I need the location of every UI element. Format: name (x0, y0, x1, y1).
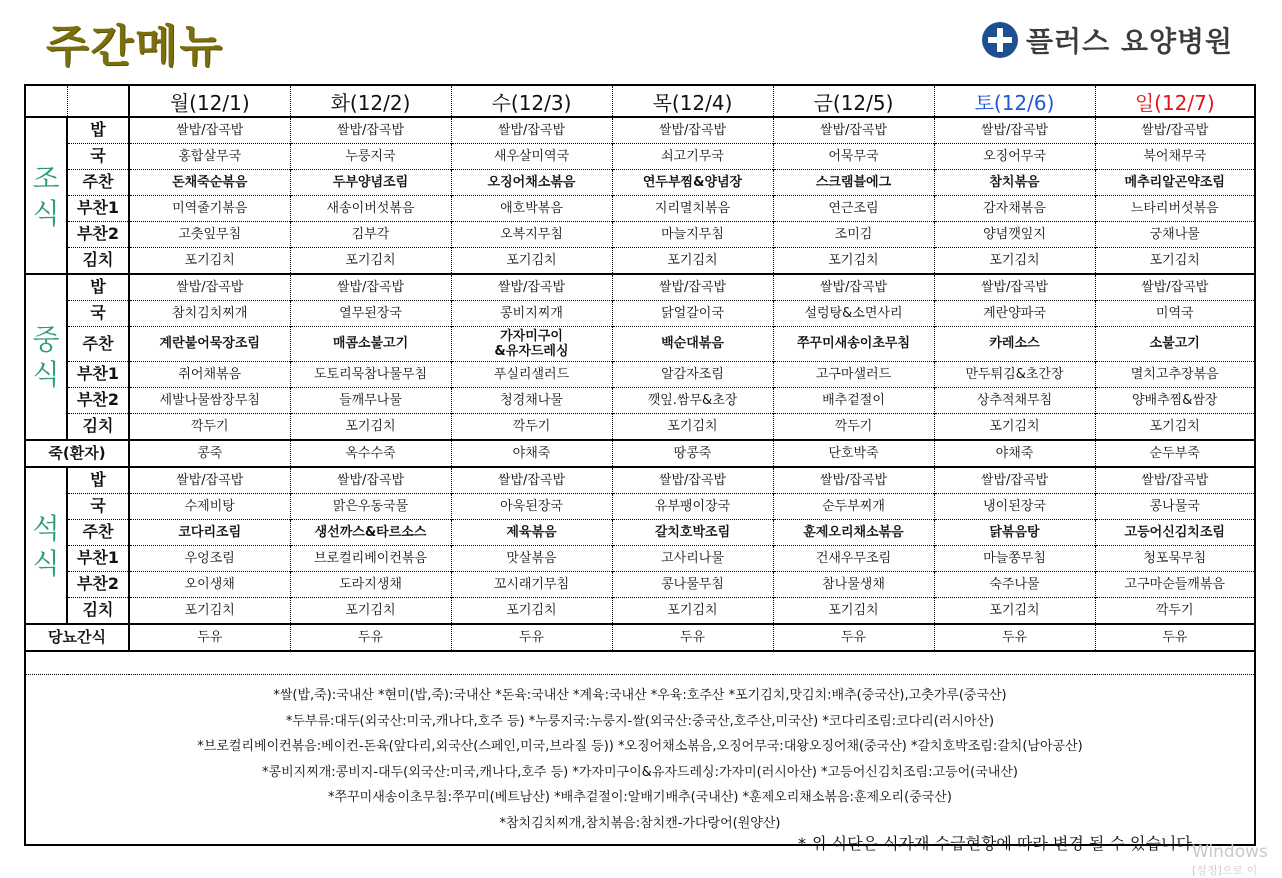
lunch-label (25, 274, 67, 440)
breakfast-row (25, 222, 1255, 248)
menu-cell: 고등어신김치조림 (1095, 520, 1255, 546)
day-header: 목(12/4) (612, 85, 773, 117)
menu-cell: 순두부죽 (1095, 440, 1255, 467)
menu-cell: 꼬시래기무침 (451, 572, 612, 598)
menu-cell: 쌀밥/잡곡밥 (129, 274, 290, 301)
day-header: 월(12/1) (129, 85, 290, 117)
menu-cell: 유부팽이장국 (612, 494, 773, 520)
menu-cell: 조미김 (773, 222, 934, 248)
menu-cell: 돈채죽순볶음 (129, 170, 290, 196)
menu-cell: 쌀밥/잡곡밥 (290, 467, 451, 494)
lunch-row (25, 274, 1255, 301)
menu-cell: 포기김치 (773, 598, 934, 625)
menu-cell: 오징어무국 (934, 144, 1095, 170)
porridge-row (25, 440, 1255, 467)
menu-cell: 고구마순들깨볶음 (1095, 572, 1255, 598)
menu-cell: 생선까스&타르소스 (290, 520, 451, 546)
category-label: 김치 (67, 414, 129, 441)
menu-cell: 쌀밥/잡곡밥 (934, 274, 1095, 301)
menu-cell: 포기김치 (934, 598, 1095, 625)
menu-cell: 쌀밥/잡곡밥 (451, 467, 612, 494)
menu-cell: 두유 (612, 624, 773, 651)
porridge-label: 죽(환자) (25, 440, 129, 467)
dinner-row (25, 546, 1255, 572)
menu-cell: 고구마샐러드 (773, 362, 934, 388)
dinner-row (25, 520, 1255, 546)
menu-cell: 세발나물쌈장무침 (129, 388, 290, 414)
lunch-row (25, 362, 1255, 388)
category-label: 부찬2 (67, 388, 129, 414)
menu-cell: 옥수수죽 (290, 440, 451, 467)
snack-row (25, 624, 1255, 651)
origin-note-line: *쌀(밥,죽):국내산 *현미(밥,죽):국내산 *돈육:국내산 *계육:국내산 *우육:호주산 *포기김치,맛김치:배추(중국산),고춧가루(중국산) (273, 688, 1007, 703)
menu-cell: 단호박죽 (773, 440, 934, 467)
menu-cell: 깍두기 (451, 414, 612, 441)
menu-body (25, 117, 1255, 845)
lunch-label-bottom: 식 (32, 358, 60, 391)
menu-cell: 포기김치 (451, 598, 612, 625)
menu-cell: 참나물생채 (773, 572, 934, 598)
menu-cell: 청경채나물 (451, 388, 612, 414)
hospital-name: 플러스 요양병원 (1026, 25, 1234, 58)
category-label: 밥 (67, 467, 129, 494)
day-header-sunday: 일(12/7) (1095, 85, 1255, 117)
menu-cell: 양배추찜&쌈장 (1095, 388, 1255, 414)
menu-cell: 참치볶음 (934, 170, 1095, 196)
breakfast-row (25, 170, 1255, 196)
menu-cell: 쌀밥/잡곡밥 (773, 117, 934, 144)
menu-cell: 훈제오리채소볶음 (773, 520, 934, 546)
menu-cell: 참치김치찌개 (129, 301, 290, 327)
menu-cell: 도라지생채 (290, 572, 451, 598)
menu-cell: 푸실리샐러드 (451, 362, 612, 388)
menu-cell: 양념깻잎지 (934, 222, 1095, 248)
menu-cell: 열무된장국 (290, 301, 451, 327)
day-header: 화(12/2) (290, 85, 451, 117)
menu-cell: 콩죽 (129, 440, 290, 467)
menu-cell: 연두부찜&양념장 (612, 170, 773, 196)
spacer-row (25, 651, 1255, 675)
menu-cell: 쌀밥/잡곡밥 (290, 117, 451, 144)
menu-cell: 쌀밥/잡곡밥 (773, 274, 934, 301)
menu-cell: 브로컬리베이컨볶음 (290, 546, 451, 572)
menu-cell: 북어채무국 (1095, 144, 1255, 170)
category-label: 김치 (67, 598, 129, 625)
category-label: 밥 (67, 117, 129, 144)
lunch-row (25, 301, 1255, 327)
menu-cell: 포기김치 (451, 248, 612, 275)
menu-cell: 콩나물무침 (612, 572, 773, 598)
menu-cell: 백순대볶음 (612, 327, 773, 362)
dinner-label-top: 석 (32, 511, 60, 545)
snack-label: 당뇨간식 (25, 624, 129, 651)
menu-cell: 건새우무조림 (773, 546, 934, 572)
menu-cell: 오복지무침 (451, 222, 612, 248)
day-header-saturday: 토(12/6) (934, 85, 1095, 117)
spacer-cell (25, 651, 1255, 675)
breakfast-label (25, 117, 67, 274)
plus-cross-icon (982, 22, 1018, 58)
menu-cell: 닭얼갈이국 (612, 301, 773, 327)
menu-cell: 깍두기 (773, 414, 934, 441)
menu-cell: 쥐어채볶음 (129, 362, 290, 388)
menu-cell: 땅콩죽 (612, 440, 773, 467)
origin-note-line: *콩비지찌개:콩비지-대두(외국산:미국,캐나다,호주 등) *가자미구이&유자드레싱:가자미(러시아산) *고등어신김치조림:고등어(국내산) (262, 764, 1018, 780)
menu-cell: 순두부찌개 (773, 494, 934, 520)
dinner-row (25, 494, 1255, 520)
menu-cell: 숙주나물 (934, 572, 1095, 598)
menu-cell: 포기김치 (1095, 414, 1255, 441)
breakfast-row (25, 196, 1255, 222)
menu-cell: 깍두기 (129, 414, 290, 441)
menu-cell: 포기김치 (290, 248, 451, 275)
menu-cell: 두유 (1095, 624, 1255, 651)
menu-cell: 감자채볶음 (934, 196, 1095, 222)
menu-cell: 배추겉절이 (773, 388, 934, 414)
menu-cell: 쌀밥/잡곡밥 (612, 117, 773, 144)
menu-cell: 홍합살무국 (129, 144, 290, 170)
menu-cell: 깻잎.쌈무&초장 (612, 388, 773, 414)
origin-note-line: *쭈꾸미새송이초무침:쭈꾸미(베트남산) *배추겉절이:알배기배추(국내산) *훈제오리채소볶음:훈제오리(중국산) (328, 790, 952, 805)
dinner-label-bottom: 식 (32, 546, 60, 580)
category-label: 부찬2 (67, 572, 129, 598)
weekly-menu-table (24, 84, 1256, 846)
category-label: 국 (67, 494, 129, 520)
menu-cell: 쌀밥/잡곡밥 (129, 467, 290, 494)
category-label: 부찬1 (67, 546, 129, 572)
menu-cell: 포기김치 (612, 248, 773, 275)
menu-cell: 카레소스 (934, 327, 1095, 362)
menu-cell: 쭈꾸미새송이초무침 (773, 327, 934, 362)
menu-cell: 콩비지찌개 (451, 301, 612, 327)
menu-cell: 마늘지무침 (612, 222, 773, 248)
menu-cell: 수제비탕 (129, 494, 290, 520)
menu-cell: 청포묵무침 (1095, 546, 1255, 572)
day-header: 수(12/3) (451, 85, 612, 117)
menu-cell: 계란양파국 (934, 301, 1095, 327)
breakfast-row (25, 144, 1255, 170)
menu-cell: 오징어채소볶음 (451, 170, 612, 196)
menu-cell: 야채죽 (934, 440, 1095, 467)
day-header-row (25, 85, 1255, 117)
breakfast-row (25, 248, 1255, 275)
menu-cell: 제육볶음 (451, 520, 612, 546)
lunch-row (25, 327, 1255, 362)
menu-cell: 쌀밥/잡곡밥 (129, 117, 290, 144)
menu-cell: 포기김치 (773, 248, 934, 275)
menu-cell: 쌀밥/잡곡밥 (612, 274, 773, 301)
menu-cell: 김부각 (290, 222, 451, 248)
menu-cell: 쌀밥/잡곡밥 (934, 117, 1095, 144)
menu-cell: 새송이버섯볶음 (290, 196, 451, 222)
menu-cell: 두유 (934, 624, 1095, 651)
lunch-row (25, 414, 1255, 441)
origin-note-line: *두부류:대두(외국산:미국,캐나다,호주 등) *누룽지국:누룽지-쌀(외국산:중국산,호주산,미국산) *코다리조림:코다리(러시아산) (285, 713, 995, 729)
menu-cell: 포기김치 (290, 414, 451, 441)
menu-cell: 쌀밥/잡곡밥 (934, 467, 1095, 494)
category-label: 부찬1 (67, 362, 129, 388)
menu-cell: 쌀밥/잡곡밥 (612, 467, 773, 494)
menu-cell: 고사리나물 (612, 546, 773, 572)
menu-cell: 맛살볶음 (451, 546, 612, 572)
menu-cell: 지리멸치볶음 (612, 196, 773, 222)
menu-cell: 마늘쫑무침 (934, 546, 1095, 572)
menu-cell: 소불고기 (1095, 327, 1255, 362)
menu-cell: 쌀밥/잡곡밥 (1095, 274, 1255, 301)
menu-cell: 오이생채 (129, 572, 290, 598)
menu-cell: 두부양념조림 (290, 170, 451, 196)
dinner-label (25, 467, 67, 624)
menu-cell: 쌀밥/잡곡밥 (290, 274, 451, 301)
menu-cell: 쌀밥/잡곡밥 (451, 117, 612, 144)
menu-cell: 쌀밥/잡곡밥 (1095, 117, 1255, 144)
header-blank (25, 85, 67, 117)
category-label: 부찬1 (67, 196, 129, 222)
menu-cell: 두유 (290, 624, 451, 651)
menu-cell: 쌀밥/잡곡밥 (451, 274, 612, 301)
dinner-row (25, 572, 1255, 598)
menu-cell: 갈치호박조림 (612, 520, 773, 546)
menu-cell: 야채죽 (451, 440, 612, 467)
breakfast-row (25, 117, 1255, 144)
category-label: 주찬 (67, 170, 129, 196)
menu-cell: 애호박볶음 (451, 196, 612, 222)
category-label: 밥 (67, 274, 129, 301)
menu-cell: 매콤소불고기 (290, 327, 451, 362)
breakfast-label-bottom: 식 (32, 196, 60, 230)
menu-cell: 포기김치 (934, 248, 1095, 275)
menu-cell: 두유 (129, 624, 290, 651)
menu-cell: 어묵무국 (773, 144, 934, 170)
menu-cell: 포기김치 (612, 598, 773, 625)
header-blank (67, 85, 129, 117)
menu-cell: 상추적채무침 (934, 388, 1095, 414)
menu-cell: 포기김치 (612, 414, 773, 441)
menu-cell: 누룽지국 (290, 144, 451, 170)
menu-cell: 계란불어묵장조림 (129, 327, 290, 362)
dinner-row (25, 598, 1255, 625)
menu-cell: 쌀밥/잡곡밥 (1095, 467, 1255, 494)
menu-cell: 미역줄기볶음 (129, 196, 290, 222)
menu-cell: 가자미구이 &유자드레싱 (451, 327, 612, 362)
lunch-row (25, 388, 1255, 414)
menu-cell: 만두튀김&초간장 (934, 362, 1095, 388)
category-label: 김치 (67, 248, 129, 275)
category-label: 부찬2 (67, 222, 129, 248)
category-label: 주찬 (67, 520, 129, 546)
origin-note-line: *브로컬리베이컨볶음:베이컨-돈육(앞다리,외국산(스페인,미국,브라질 등)) *오징어채소볶음,오징어무국:대왕오징어채(중국산) *갈치호박조림:갈치(남아공산) (197, 739, 1083, 754)
origin-note-line: *참치김치찌개,참치볶음:참치캔-가다랑어(원양산) (499, 815, 781, 831)
menu-cell: 들깨무나물 (290, 388, 451, 414)
hospital-brand (982, 20, 1233, 60)
menu-cell: 포기김치 (1095, 248, 1255, 275)
menu-cell: 도토리묵참나물무침 (290, 362, 451, 388)
menu-cell: 쇠고기무국 (612, 144, 773, 170)
category-label: 국 (67, 301, 129, 327)
menu-cell: 느타리버섯볶음 (1095, 196, 1255, 222)
menu-cell: 알감자조림 (612, 362, 773, 388)
menu-cell: 콩나물국 (1095, 494, 1255, 520)
menu-cell: 쌀밥/잡곡밥 (773, 467, 934, 494)
menu-cell: 맑은우동국물 (290, 494, 451, 520)
menu-cell: 메추리알곤약조림 (1095, 170, 1255, 196)
menu-cell: 포기김치 (129, 598, 290, 625)
category-label: 주찬 (67, 327, 129, 362)
menu-cell: 두유 (451, 624, 612, 651)
menu-cell: 연근조림 (773, 196, 934, 222)
dinner-row (25, 467, 1255, 494)
origin-notes-row (25, 675, 1255, 846)
menu-cell: 미역국 (1095, 301, 1255, 327)
menu-cell: 포기김치 (934, 414, 1095, 441)
menu-cell: 냉이된장국 (934, 494, 1095, 520)
lunch-label-top: 중 (32, 323, 60, 356)
category-label: 국 (67, 144, 129, 170)
menu-cell: 멸치고추장볶음 (1095, 362, 1255, 388)
menu-cell: 스크램블에그 (773, 170, 934, 196)
menu-cell: 아욱된장국 (451, 494, 612, 520)
footer-note: * 위 식단은 식자재 수급현황에 따라 변경 될 수 있습니다. (798, 834, 1197, 853)
menu-cell: 포기김치 (129, 248, 290, 275)
menu-cell: 설렁탕&소면사리 (773, 301, 934, 327)
page-title: 주간메뉴 (46, 21, 225, 72)
menu-cell: 궁채나물 (1095, 222, 1255, 248)
menu-cell: 닭볶음탕 (934, 520, 1095, 546)
origin-notes (25, 675, 1255, 846)
day-header: 금(12/5) (773, 85, 934, 117)
breakfast-label-top: 조 (32, 161, 60, 195)
menu-cell: 코다리조림 (129, 520, 290, 546)
windows-watermark-sub: [설정]으로 이 (1192, 864, 1258, 877)
windows-watermark: Windows (1192, 842, 1268, 862)
menu-cell: 두유 (773, 624, 934, 651)
menu-cell: 우엉조림 (129, 546, 290, 572)
menu-cell: 고춧잎무침 (129, 222, 290, 248)
menu-cell: 깍두기 (1095, 598, 1255, 625)
menu-cell: 포기김치 (290, 598, 451, 625)
menu-cell: 새우살미역국 (451, 144, 612, 170)
